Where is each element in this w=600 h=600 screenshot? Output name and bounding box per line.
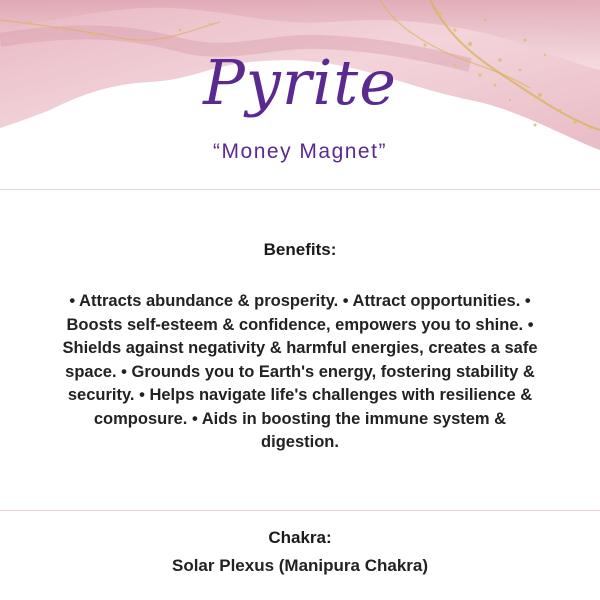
header-divider xyxy=(0,189,600,190)
page-subtitle: “Money Magnet” xyxy=(213,140,387,163)
chakra-heading: Chakra: xyxy=(268,528,332,547)
benefits-text: • Attracts abundance & prosperity. • Attract opportunities. • Boosts self-esteem & confidence, empowers you to shine. • Shields against negativity & harmful energies, creates a safe space. • Grounds you to Earth's energy, fostering stability & security. • Helps navigate life's challenges with resilience & composure. • Aids in boosting the immune system & digestion. xyxy=(62,292,538,451)
benefits-heading: Benefits: xyxy=(263,240,337,259)
watercolor-header xyxy=(0,0,600,190)
page-title: Pyrite xyxy=(203,46,397,119)
section-divider xyxy=(0,510,600,511)
chakra-value: Solar Plexus (Manipura Chakra) xyxy=(171,556,429,575)
